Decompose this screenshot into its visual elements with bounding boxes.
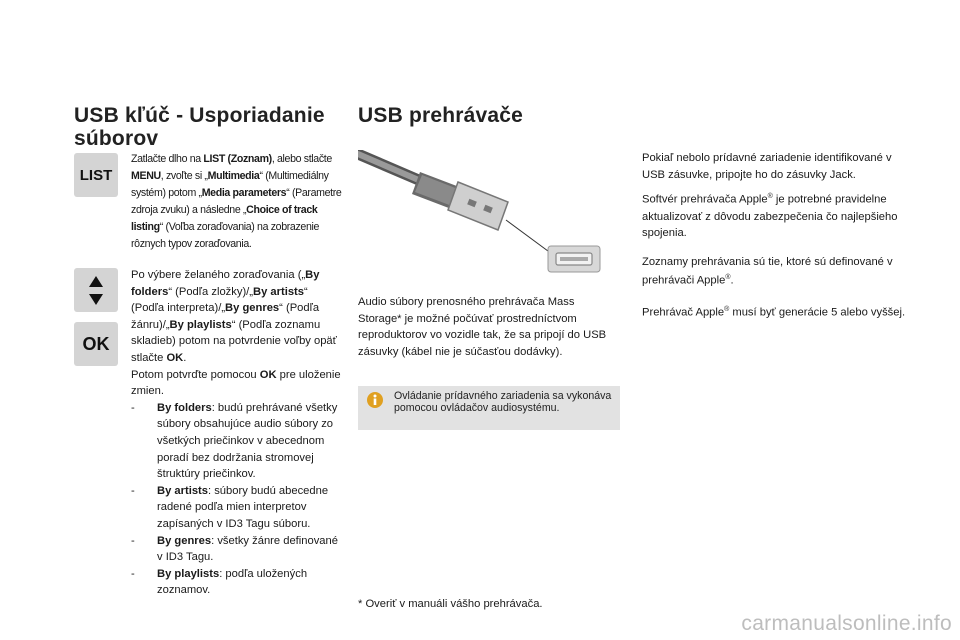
- watermark-text: carmanualsonline.info: [741, 612, 952, 635]
- ok-button-label: OK: [82, 333, 110, 354]
- arrows-button: [74, 268, 118, 312]
- info-icon: [367, 392, 383, 408]
- para-t8: pre uloženie zmien.: [131, 368, 341, 398]
- right-p1: Pokiaľ nebolo prídavné zariadenie identifikované v USB zásuvke, pripojte ho do zásuvky Jack.: [642, 152, 892, 181]
- list-item: [131, 400, 341, 483]
- registered-mark: ®: [725, 274, 731, 282]
- item-text: : budú prehrávané všetky súbory obsahujúce audio súbory zo všetkých priečinkov v abecednom poradí bez dodržania stromovej štruktúry priečinkov.: [157, 401, 338, 481]
- list-button: [74, 153, 118, 197]
- right-para-1: [642, 150, 908, 183]
- info-box: [358, 386, 620, 430]
- left-title: [74, 104, 344, 150]
- para-t1: Po výbere želaného zoraďovania („: [131, 269, 306, 281]
- registered-mark: ®: [767, 193, 773, 201]
- intro-t2: , alebo stlačte: [271, 153, 332, 165]
- middle-title: [358, 104, 618, 127]
- intro-t6: “ (Voľba zoraďovania) na zobrazenie rôznych typov zoraďovania.: [131, 221, 320, 250]
- intro-b4: Media parameters: [201, 187, 287, 199]
- intro-t4: “ (Multimediálny systém) potom „: [131, 170, 329, 199]
- left-title-line2: súborov: [74, 127, 159, 150]
- triangle-down-icon: [89, 294, 103, 305]
- triangle-up-icon: [89, 276, 103, 287]
- item-label: By playlists: [157, 567, 220, 580]
- intro-b5: Choice of track listing: [131, 204, 318, 233]
- right-p3b: .: [730, 275, 734, 288]
- intro-b1: LIST (Zoznam): [203, 153, 272, 165]
- right-body: [642, 150, 908, 326]
- para-t4: “ (Podľa žánru)/„: [131, 302, 320, 331]
- intro-t5: “ (Parametre zdroja zvuku) a následne „: [131, 187, 342, 216]
- para-t2: “ (Podľa zložky)/„: [168, 285, 254, 298]
- middle-paragraph: Audio súbory prenosného prehrávača Mass Storage* je možné počúvať prostredníctvom reproduktorov vo vozidle tak, že sa pripojí do USB zásuvky (kábel nie je súčasťou dodávky).: [358, 296, 607, 358]
- right-para-3: [642, 254, 908, 290]
- right-p4b: musí byť generácie 5 alebo vyššej.: [729, 306, 906, 319]
- usb-cable-icon: [358, 150, 620, 275]
- left-body: [131, 267, 341, 599]
- list-item: [131, 566, 341, 599]
- middle-text: [358, 294, 620, 360]
- right-para-2: [642, 189, 908, 242]
- footnote: [358, 596, 658, 613]
- item-text: : všetky žánre definované v ID3 Tagu.: [157, 534, 338, 564]
- footnote-text: * Overiť v manuáli vášho prehrávača.: [358, 598, 543, 610]
- para-b4: By playlists: [169, 318, 232, 331]
- item-label: By folders: [157, 401, 212, 414]
- para-b2: By artists: [253, 285, 305, 298]
- intro-b3: Multimedia: [207, 170, 260, 182]
- para-t6: .: [183, 351, 187, 364]
- item-text: : súbory budú abecedne radené podľa mien interpretov zapísaných v ID3 Tagu súboru.: [157, 484, 329, 530]
- list-item: [131, 533, 341, 566]
- middle-title-text: USB prehrávače: [358, 104, 524, 127]
- item-text: : podľa uložených zoznamov.: [157, 567, 308, 597]
- para-b1: By folders: [131, 269, 320, 298]
- info-text: Ovládanie prídavného zariadenia sa vykonáva pomocou ovládačov audiosystému.: [394, 390, 612, 414]
- intro-t1: Zatlačte dlho na: [131, 153, 204, 165]
- ok-button: [74, 322, 118, 366]
- right-p3a: Zoznamy prehrávania sú tie, ktoré sú definované v prehrávači Apple: [642, 255, 893, 288]
- para-t5: “ (Podľa zoznamu skladieb) potom na potvrdenie voľby opäť stlačte: [131, 318, 337, 364]
- list-item: [131, 483, 341, 533]
- para-b6: OK: [259, 368, 277, 381]
- item-label: By artists: [157, 484, 208, 497]
- right-p2a: Softvér prehrávača Apple: [642, 193, 768, 206]
- intro-b2: MENU: [131, 170, 161, 182]
- watermark: [0, 612, 960, 636]
- sort-options-list: [131, 400, 341, 599]
- item-label: By genres: [157, 534, 212, 547]
- para-b3: By genres: [225, 302, 280, 315]
- right-p2b: je potrebné pravidelne aktualizovať z dôvodu zabezpečenia čo najlepšieho spojenia.: [642, 193, 898, 240]
- intro-text: [131, 151, 347, 253]
- para-b5: OK: [166, 351, 184, 364]
- right-para-4: [642, 302, 908, 321]
- para-t3: “ (Podľa interpreta)/„: [131, 285, 308, 315]
- registered-mark: ®: [724, 305, 730, 313]
- list-button-label: LIST: [79, 166, 113, 184]
- intro-t3: , zvoľte si „: [160, 170, 208, 182]
- right-p4a: Prehrávač Apple: [642, 306, 725, 319]
- para-t7: Potom potvrďte pomocou: [131, 368, 260, 381]
- left-para: [131, 267, 341, 400]
- left-title-line1: USB kľúč - Usporiadanie: [74, 104, 325, 127]
